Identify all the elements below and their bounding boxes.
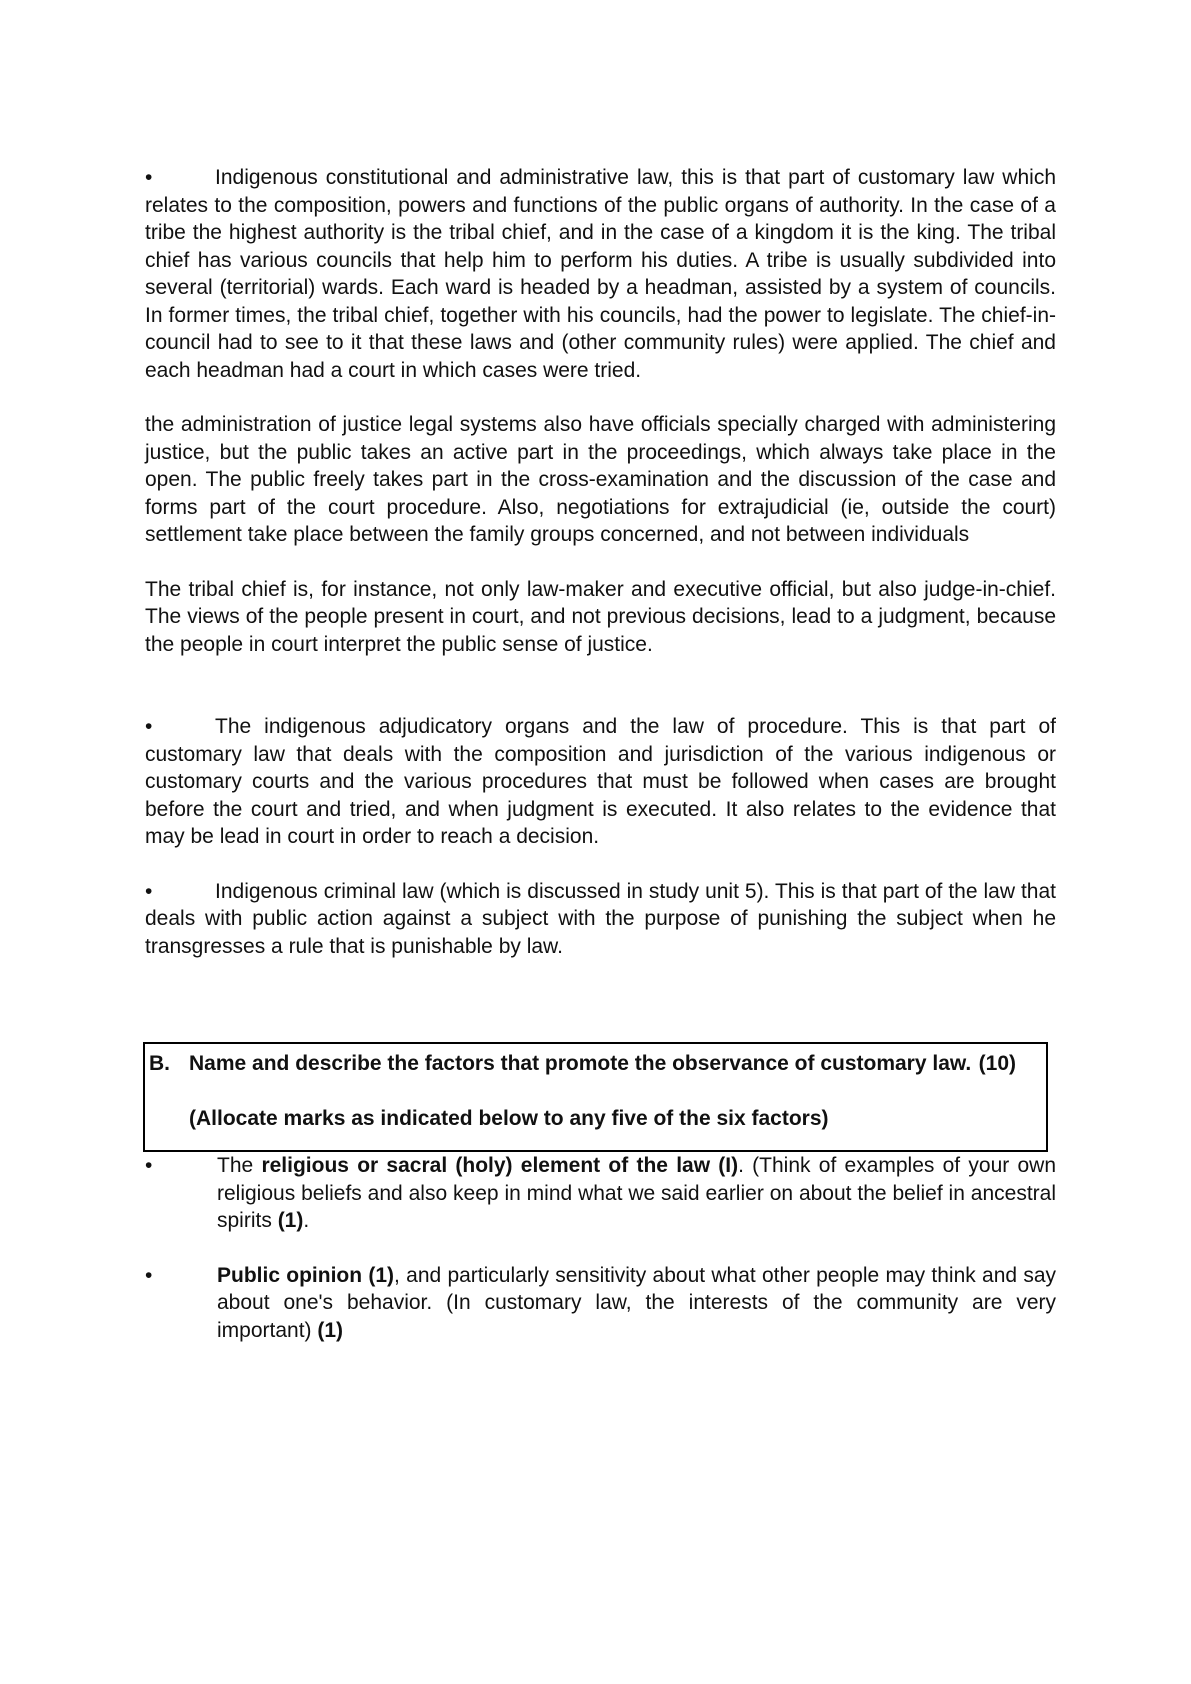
question-b-box (143, 1042, 1048, 1152)
bullet-icon: • (145, 166, 153, 189)
factor-title: religious or sacral (holy) element of the law (I) (261, 1154, 739, 1177)
question-instruction: (Allocate marks as indicated below to any five of the six factors) (189, 1106, 829, 1130)
factor-mark: (1) (317, 1318, 344, 1342)
factor-religious-element: • The religious or sacral (holy) element of the law (I). (Think of examples of your own religious beliefs and also keep in mind what we said earlier on about the belief in ancestral spirits (1). (145, 1152, 1056, 1235)
factor-mark: (1) (277, 1209, 304, 1232)
paragraph-administration-of-justice: the administration of justice legal systems also have officials specially charged with administering justice, but the public takes an active part in the proceedings, which always take place in the open. The public freely takes part in the cross-examination and the discussion of the case and forms part of the court procedure. Also, negotiations for extrajudicial (ie, outside the court) settlement take place between the family groups concerned, and not between individuals (145, 413, 1056, 546)
document-page (145, 164, 1056, 1344)
factor-title: Public opinion (1) (217, 1263, 395, 1287)
bullet-adjudicatory-organs (145, 713, 1056, 851)
question-label: B. (149, 1052, 170, 1075)
paragraph-tribal-chief: The tribal chief is, for instance, not only law-maker and executive official, but also judge-in-chief. The views of the people present in court, and not previous decisions, lead to a judgment, because the people in court interpret the public sense of justice. (145, 577, 1056, 656)
bullet-text: The indigenous adjudicatory organs and the law of procedure. This is that part of customary law that deals with the composition and jurisdiction of the various indigenous or customary courts and the various procedures that must be followed when cases are brought before the court and tried, and when judgment is executed. It also relates to the evidence that may be lead in court in order to reach a decision. (145, 715, 1056, 848)
bullet-text: Indigenous constitutional and administrative law, this is that part of customary law which relates to the composition, powers and functions of the public organs of authority. In the case of a tribe the highest authority is the tribal chief, and in the case of a kingdom it is the king. The tribal chief has various councils that help him to perform his duties. A tribe is usually subdivided into several (territorial) wards. Each ward is headed by a headman, assisted by a system of councils. In former times, the tribal chief, together with his councils, had the power to legislate. The chief-in-council had to see to it that these laws and (other community rules) were applied. The chief and each headman had a court in which cases were tried. (145, 166, 1056, 382)
question-marks: (10) (978, 1052, 1016, 1075)
bullet-criminal-law (145, 878, 1056, 961)
bullet-constitutional-law (145, 164, 1056, 384)
bullet-icon: • (145, 879, 153, 903)
question-text: Name and describe the factors that promote the observance of customary law. (189, 1052, 972, 1075)
bullet-icon: • (145, 715, 153, 738)
bullet-icon: • (145, 1263, 153, 1287)
bullet-icon: • (145, 1154, 153, 1177)
factor-public-opinion: • Public opinion (1), and particularly sensitivity about what other people may think and say about one's behavior. (In customary law, the interests of the community are very important) (1) (145, 1262, 1056, 1345)
bullet-text: Indigenous criminal law (which is discussed in study unit 5). This is that part of the law that deals with public action against a subject with the purpose of punishing the subject when he transgresses a rule that is punishable by law. (145, 879, 1056, 958)
